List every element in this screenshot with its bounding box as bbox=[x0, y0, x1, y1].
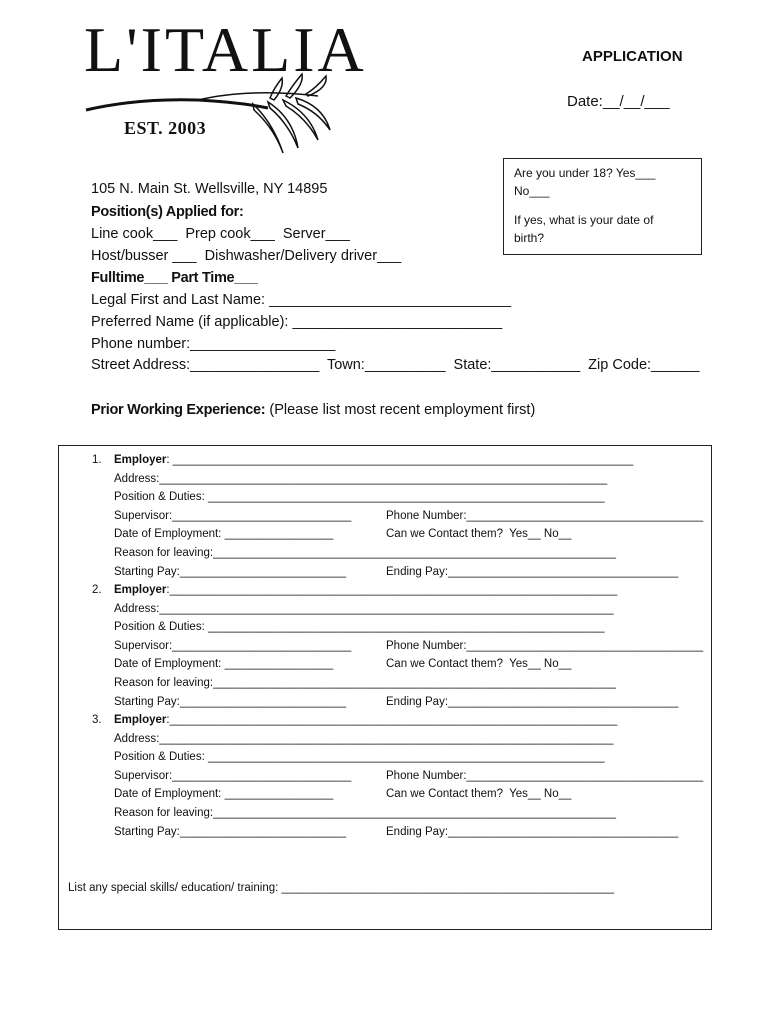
reason-for-leaving-field[interactable]: Reason for leaving:_______________________________________________________________ bbox=[114, 677, 617, 689]
employer-address-field[interactable]: Address:_______________________________________________________________________ bbox=[114, 602, 614, 615]
phone-field[interactable]: Phone number:__________________ bbox=[91, 336, 336, 352]
position-duties-field[interactable]: Position & Duties: ______________________________________________________________ bbox=[114, 621, 605, 634]
reason-for-leaving-field[interactable]: Reason for leaving:_______________________________________________________________ bbox=[114, 547, 617, 559]
starting-pay-field[interactable]: Starting Pay:__________________________ bbox=[114, 565, 347, 578]
skills-field[interactable]: List any special skills/ education/ training: ____________________________________________________ bbox=[68, 882, 615, 894]
positions-heading: Position(s) Applied for: bbox=[91, 204, 244, 220]
entry-number: 1. bbox=[92, 454, 102, 466]
entry-number: 2. bbox=[92, 584, 102, 596]
age-question-line[interactable]: Are you under 18? Yes___ bbox=[514, 166, 656, 180]
date-of-employment-field[interactable]: Date of Employment: _________________ bbox=[114, 658, 334, 671]
entry-number: 3. bbox=[92, 714, 102, 726]
ending-pay-field[interactable]: Ending Pay:____________________________________ bbox=[386, 695, 679, 708]
age-question-line[interactable]: No___ bbox=[514, 184, 550, 198]
street-address-field[interactable]: Street Address:________________ Town:__________ State:___________ Zip Code:______ bbox=[91, 357, 700, 373]
employer-field[interactable] bbox=[114, 585, 617, 597]
supervisor-field[interactable]: Supervisor:____________________________ bbox=[114, 509, 352, 522]
logo-olive-branch-icon bbox=[78, 18, 348, 168]
position-duties-field[interactable]: Position & Duties: ______________________________________________________________ bbox=[114, 751, 605, 764]
employer-address-field[interactable]: Address:______________________________________________________________________ bbox=[114, 472, 608, 485]
employer-label: Employer bbox=[114, 584, 167, 596]
logo-wordmark: L'ITALIA bbox=[84, 14, 367, 85]
ending-pay-field[interactable]: Ending Pay:____________________________________ bbox=[386, 565, 679, 578]
experience-heading-note: (Please list most recent employment first) bbox=[265, 402, 536, 418]
employer-phone-field[interactable]: Phone Number:_____________________________________ bbox=[386, 509, 704, 522]
employer-phone-field[interactable]: Phone Number:_____________________________________ bbox=[386, 769, 704, 782]
employer-field[interactable] bbox=[114, 715, 617, 727]
starting-pay-field[interactable]: Starting Pay:__________________________ bbox=[114, 825, 347, 838]
legal-name-field[interactable]: Legal First and Last Name: ______________________________ bbox=[91, 292, 512, 308]
employer-line[interactable]: : ________________________________________________________________________ bbox=[166, 454, 634, 466]
reason-for-leaving-field[interactable]: Reason for leaving:_______________________________________________________________ bbox=[114, 807, 617, 819]
positions-options[interactable]: Host/busser ___ Dishwasher/Delivery driver___ bbox=[91, 248, 402, 264]
experience-heading bbox=[91, 403, 535, 418]
logo-established: EST. 2003 bbox=[124, 118, 207, 138]
company-logo bbox=[78, 14, 367, 168]
experience-heading-label: Prior Working Experience: bbox=[91, 402, 266, 418]
experience-section bbox=[58, 445, 712, 930]
employer-phone-field[interactable]: Phone Number:_____________________________________ bbox=[386, 639, 704, 652]
positions-options[interactable]: Line cook___ Prep cook___ Server___ bbox=[91, 226, 350, 242]
contact-permission-field[interactable]: Can we Contact them? Yes__ No__ bbox=[386, 788, 572, 801]
employer-line[interactable]: :______________________________________________________________________ bbox=[166, 584, 618, 596]
employer-address-field[interactable]: Address:_______________________________________________________________________ bbox=[114, 732, 614, 745]
birth-date-question[interactable]: birth? bbox=[514, 231, 545, 245]
employer-line[interactable]: :______________________________________________________________________ bbox=[166, 714, 618, 726]
supervisor-field[interactable]: Supervisor:____________________________ bbox=[114, 769, 352, 782]
employment-type[interactable]: Fulltime___ Part Time___ bbox=[91, 270, 258, 286]
preferred-name-field[interactable]: Preferred Name (if applicable): __________________________ bbox=[91, 314, 503, 330]
employer-label: Employer bbox=[114, 714, 167, 726]
age-question-box bbox=[503, 158, 702, 255]
starting-pay-field[interactable]: Starting Pay:__________________________ bbox=[114, 695, 347, 708]
contact-permission-field[interactable]: Can we Contact them? Yes__ No__ bbox=[386, 528, 572, 541]
supervisor-field[interactable]: Supervisor:____________________________ bbox=[114, 639, 352, 652]
ending-pay-field[interactable]: Ending Pay:____________________________________ bbox=[386, 825, 679, 838]
restaurant-address: 105 N. Main St. Wellsville, NY 14895 bbox=[91, 181, 328, 197]
date-of-employment-field[interactable]: Date of Employment: _________________ bbox=[114, 788, 334, 801]
contact-permission-field[interactable]: Can we Contact them? Yes__ No__ bbox=[386, 658, 572, 671]
birth-date-question: If yes, what is your date of bbox=[514, 213, 654, 227]
employer-field[interactable] bbox=[114, 455, 633, 467]
page-title: APPLICATION bbox=[582, 48, 683, 65]
employer-label: Employer bbox=[114, 454, 167, 466]
position-duties-field[interactable]: Position & Duties: ______________________________________________________________ bbox=[114, 491, 605, 504]
date-field[interactable]: Date:__/__/___ bbox=[567, 93, 670, 110]
date-of-employment-field[interactable]: Date of Employment: _________________ bbox=[114, 528, 334, 541]
